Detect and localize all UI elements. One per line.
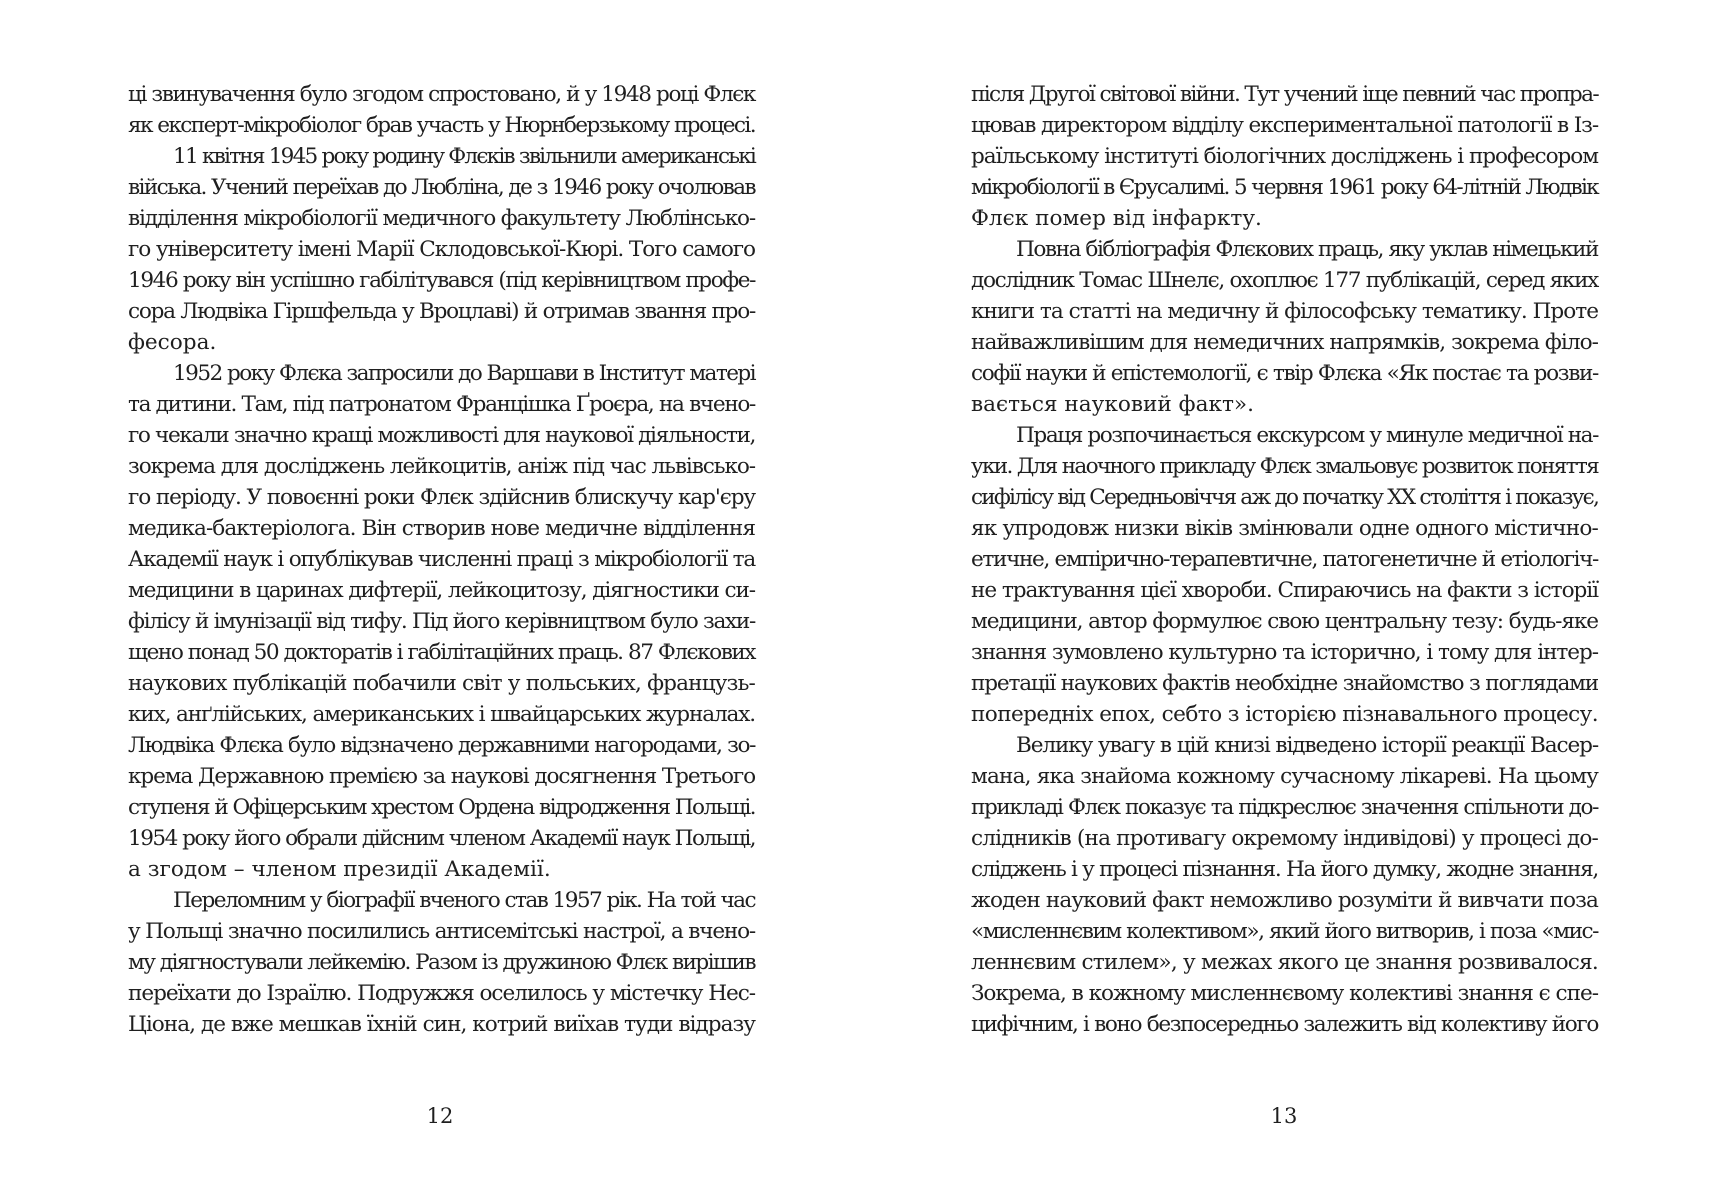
text-line: відділення мікробіології медичного факультету Люблінсько-	[128, 206, 755, 231]
text-line: Праця розпочинається екскурсом у минуле медичної на-	[1016, 423, 1598, 448]
text-line: прикладі Флєк показує та підкреслює значення спільноти до-	[971, 795, 1598, 820]
text-line: жоден науковий факт неможливо розуміти й вивчати поза	[971, 888, 1598, 913]
text-line: сора Людвіка Гіршфельда у Вроцлаві) й отримав звання про-	[128, 299, 755, 324]
text-line: софії науки й епістемології, є твір Флєка «Як постає та розви-	[971, 361, 1598, 386]
text-line: ці звинувачення було згодом спростовано, й у 1948 році Флєк	[128, 82, 755, 107]
text-line: після Другої світової війни. Тут учений іще певний час пропра-	[971, 82, 1598, 107]
text-line: Велику увагу в цій книзі відведено історії реакції Васер-	[1016, 733, 1598, 758]
text-line: зокрема для досліджень лейкоцитів, аніж під час львівсько-	[128, 454, 755, 479]
text-line: знання зумовлено культурно та історично, і тому для інтер-	[971, 640, 1598, 665]
page-number: 13	[1270, 1104, 1298, 1128]
text-line: цифічним, і воно безпосередньо залежить від колективу його	[971, 1012, 1598, 1037]
text-line: крема Державною премією за наукові досягнення Третього	[128, 764, 755, 789]
text-line: Ціона, де вже мешкав їхній син, котрий виїхав туди відразу	[128, 1012, 755, 1037]
page-number: 12	[426, 1104, 454, 1128]
text-line: Флєк помер від інфаркту.	[971, 206, 1262, 231]
text-line: Людвіка Флєка було відзначено державними нагородами, зо-	[128, 733, 755, 758]
text-line: вається науковий факт».	[971, 392, 1254, 417]
text-line: та дитини. Там, під патронатом Францішка Ґроєра, на вчено-	[128, 392, 756, 417]
text-line: му діягностували лейкемію. Разом із дружиною Флєк вирішив	[128, 950, 755, 975]
text-line: війська. Учений переїхав до Любліна, де з 1946 року очолював	[128, 175, 755, 200]
text-line: а згодом – членом президії Академії.	[128, 857, 551, 882]
text-line: попередніх епох, себто з історією пізнавального процесу.	[971, 702, 1598, 727]
text-line: філісу й імунізації від тифу. Під його керівництвом було захи-	[128, 609, 755, 634]
text-line: мікробіології в Єрусалимі. 5 червня 1961 року 64-літній Людвік	[971, 175, 1598, 200]
text-line: медицини в царинах дифтерії, лейкоцитозу, діягностики си-	[128, 578, 755, 603]
text-line: медицини, автор формулює свою центральну тезу: будь-яке	[971, 609, 1598, 634]
text-line: Переломним у біографії вченого став 1957 рік. На той час	[173, 888, 755, 913]
right-page-text	[971, 79, 1598, 1040]
text-line: наукових публікацій побачили світ у польських, французь-	[128, 671, 755, 696]
text-line: книги та статті на медичну й філософську тематику. Проте	[971, 299, 1598, 324]
text-line: леннєвим стилем», у межах якого це знання розвивалося.	[971, 950, 1598, 975]
text-line: як експерт-мікробіолог брав участь у Нюрнберзькому процесі.	[128, 113, 755, 138]
text-line: Академії наук і опублікував численні праці з мікробіології та	[128, 547, 755, 572]
text-line: у Польщі значно посилились антисемітські настрої, а вчено-	[128, 919, 755, 944]
text-line: щено понад 50 докторатів і габілітаційних праць. 87 Флєкових	[128, 640, 755, 665]
text-line: сифілісу від Середньовіччя аж до початку XX століття і показує,	[971, 485, 1598, 510]
left-page-text	[128, 79, 755, 1040]
text-line: го університету імені Марії Склодовської-Кюрі. Того самого	[128, 237, 755, 262]
text-line: 1952 року Флєка запросили до Варшави в Інститут матері	[173, 361, 755, 386]
text-line: Зокрема, в кожному мисленнєвому колективі знання є спе-	[971, 981, 1598, 1006]
text-line: го чекали значно кращі можливості для наукової діяльности,	[128, 423, 755, 448]
text-line: 11 квітня 1945 року родину Флєків звільнили американські	[173, 144, 755, 169]
text-line: уки. Для наочного прикладу Флєк змальовує розвиток поняття	[971, 454, 1598, 479]
text-line: претації наукових фактів необхідне знайомство з поглядами	[971, 671, 1598, 696]
text-line: го періоду. У повоєнні роки Флєк здійснив блискучу кар'єру	[128, 485, 756, 510]
text-line: найважливішим для немедичних напрямків, зокрема філо-	[971, 330, 1598, 355]
text-line: Повна бібліографія Флєкових праць, яку уклав німецький	[1016, 237, 1598, 262]
text-line: ступеня й Офіцерським хрестом Ордена відродження Польщі.	[128, 795, 755, 820]
text-line: переїхати до Ізраїлю. Подружжя оселилось у містечку Нес-	[128, 981, 755, 1006]
text-line: «мисленнєвим колективом», який його витворив, і поза «мис-	[971, 919, 1598, 944]
text-line: сліджень і у процесі пізнання. На його думку, жодне знання,	[971, 857, 1598, 882]
text-line: ких, анґлійських, американських і швайцарських журналах.	[128, 702, 755, 727]
text-line: мана, яка знайома кожному сучасному лікареві. На цьому	[971, 764, 1598, 789]
text-line: 1954 року його обрали дійсним членом Академії наук Польщі,	[128, 826, 755, 851]
text-line: етичне, емпірично-терапевтичне, патогенетичне й етіологіч-	[971, 547, 1598, 572]
text-line: фесора.	[128, 330, 217, 355]
text-line: слідників (на противагу окремому індивідові) у процесі до-	[971, 826, 1598, 851]
text-line: раїльському інституті біологічних досліджень і професором	[971, 144, 1598, 169]
text-line: не трактування цієї хвороби. Спираючись на факти з історії	[971, 578, 1598, 603]
text-line: як упродовж низки віків змінювали одне одного містично-	[971, 516, 1598, 541]
text-line: цював директором відділу експериментальної патології в Із-	[971, 113, 1598, 138]
text-line: дослідник Томас Шнелє, охоплює 177 публікацій, серед яких	[971, 268, 1598, 293]
text-line: медика-бактеріолога. Він створив нове медичне відділення	[128, 516, 755, 541]
text-line: 1946 року він успішно габілітувався (під керівництвом профе-	[128, 268, 755, 293]
